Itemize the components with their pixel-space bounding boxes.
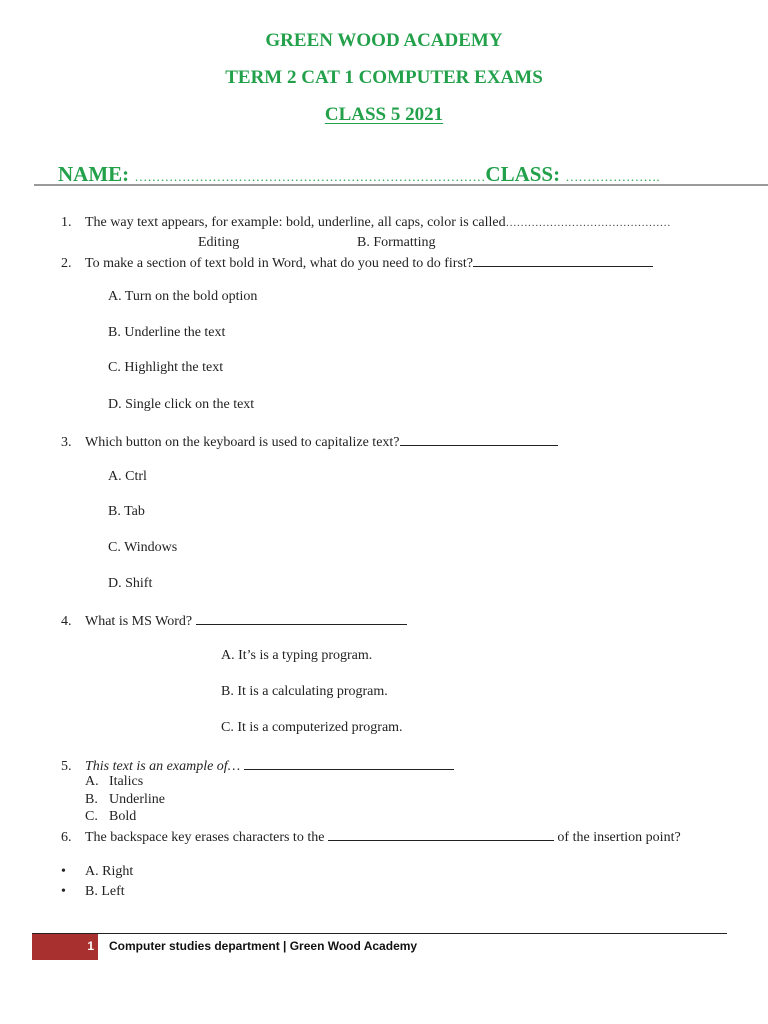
question-5-option-a: A. Italics: [85, 774, 144, 789]
question-4-option-b: B. It is a calculating program.: [221, 684, 388, 699]
question-3: 3. Which button on the keyboard is used to capitalize text?: [61, 433, 558, 451]
answer-blank: [328, 828, 554, 841]
question-5-text: This text is an example of…: [85, 759, 241, 774]
answer-blank: [473, 254, 653, 267]
question-6-text-before: The backspace key erases characters to the: [85, 830, 325, 845]
question-6-text-after: of the insertion point?: [557, 830, 681, 845]
class-year-title: CLASS 5 2021: [324, 104, 444, 125]
answer-blank: [400, 433, 558, 446]
name-label: NAME:: [58, 162, 130, 186]
question-4-option-c: C. It is a computerized program.: [221, 720, 403, 735]
answer-blank: [244, 757, 454, 770]
question-4: 4. What is MS Word?: [61, 612, 407, 630]
question-4-text: What is MS Word?: [85, 614, 193, 629]
question-2-option-c: C. Highlight the text: [108, 360, 224, 375]
question-6-option-a: • A. Right: [61, 864, 134, 879]
question-3-option-b: B. Tab: [108, 504, 145, 519]
question-2-option-a: A. Turn on the bold option: [108, 289, 258, 304]
question-1-option-a: Editing: [198, 235, 240, 250]
question-4-option-a: A. It’s is a typing program.: [221, 648, 373, 663]
bullet-icon: •: [61, 864, 66, 879]
question-1-dots: ………………………………………: [505, 217, 671, 229]
question-2-text: To make a section of text bold in Word, what do you need to do first?: [85, 256, 473, 271]
footer-text: Computer studies department | Green Wood Academy: [109, 939, 418, 953]
question-2-option-d: D. Single click on the text: [108, 397, 255, 412]
question-3-option-c: C. Windows: [108, 540, 178, 555]
school-title: GREEN WOOD ACADEMY: [265, 30, 503, 51]
question-6: 6. The backspace key erases characters to the of the insertion point?: [61, 830, 681, 845]
footer-page-box: [32, 934, 98, 960]
class-dots: ………………….: [565, 169, 660, 184]
question-5-option-b: B. Underline: [85, 792, 165, 807]
bullet-icon: •: [61, 884, 66, 899]
question-2: 2. To make a section of text bold in Word, what do you need to do first?: [61, 254, 653, 272]
name-dots: ………………………………………………………………………: [134, 169, 486, 184]
question-1: 1. The way text appears, for example: bold, underline, all caps, color is called………………………………………: [61, 215, 671, 230]
question-1-text: The way text appears, for example: bold, underline, all caps, color is called: [85, 215, 506, 230]
answer-blank: [196, 612, 407, 625]
question-3-option-a: A. Ctrl: [108, 469, 147, 484]
page-number: 1: [87, 939, 94, 953]
question-1-option-b: B. Formatting: [357, 235, 436, 250]
exam-title: TERM 2 CAT 1 COMPUTER EXAMS: [225, 67, 543, 88]
footer-rule: [32, 933, 727, 934]
student-info-line: [58, 162, 660, 187]
question-6-option-b: • B. Left: [61, 884, 125, 899]
question-3-option-d: D. Shift: [108, 576, 153, 591]
question-5: 5. This text is an example of…: [61, 757, 454, 775]
class-label: CLASS:: [485, 162, 561, 186]
question-2-option-b: B. Underline the text: [108, 325, 226, 340]
question-5-option-c: C. Bold: [85, 809, 137, 824]
question-3-text: Which button on the keyboard is used to capitalize text?: [85, 435, 400, 450]
